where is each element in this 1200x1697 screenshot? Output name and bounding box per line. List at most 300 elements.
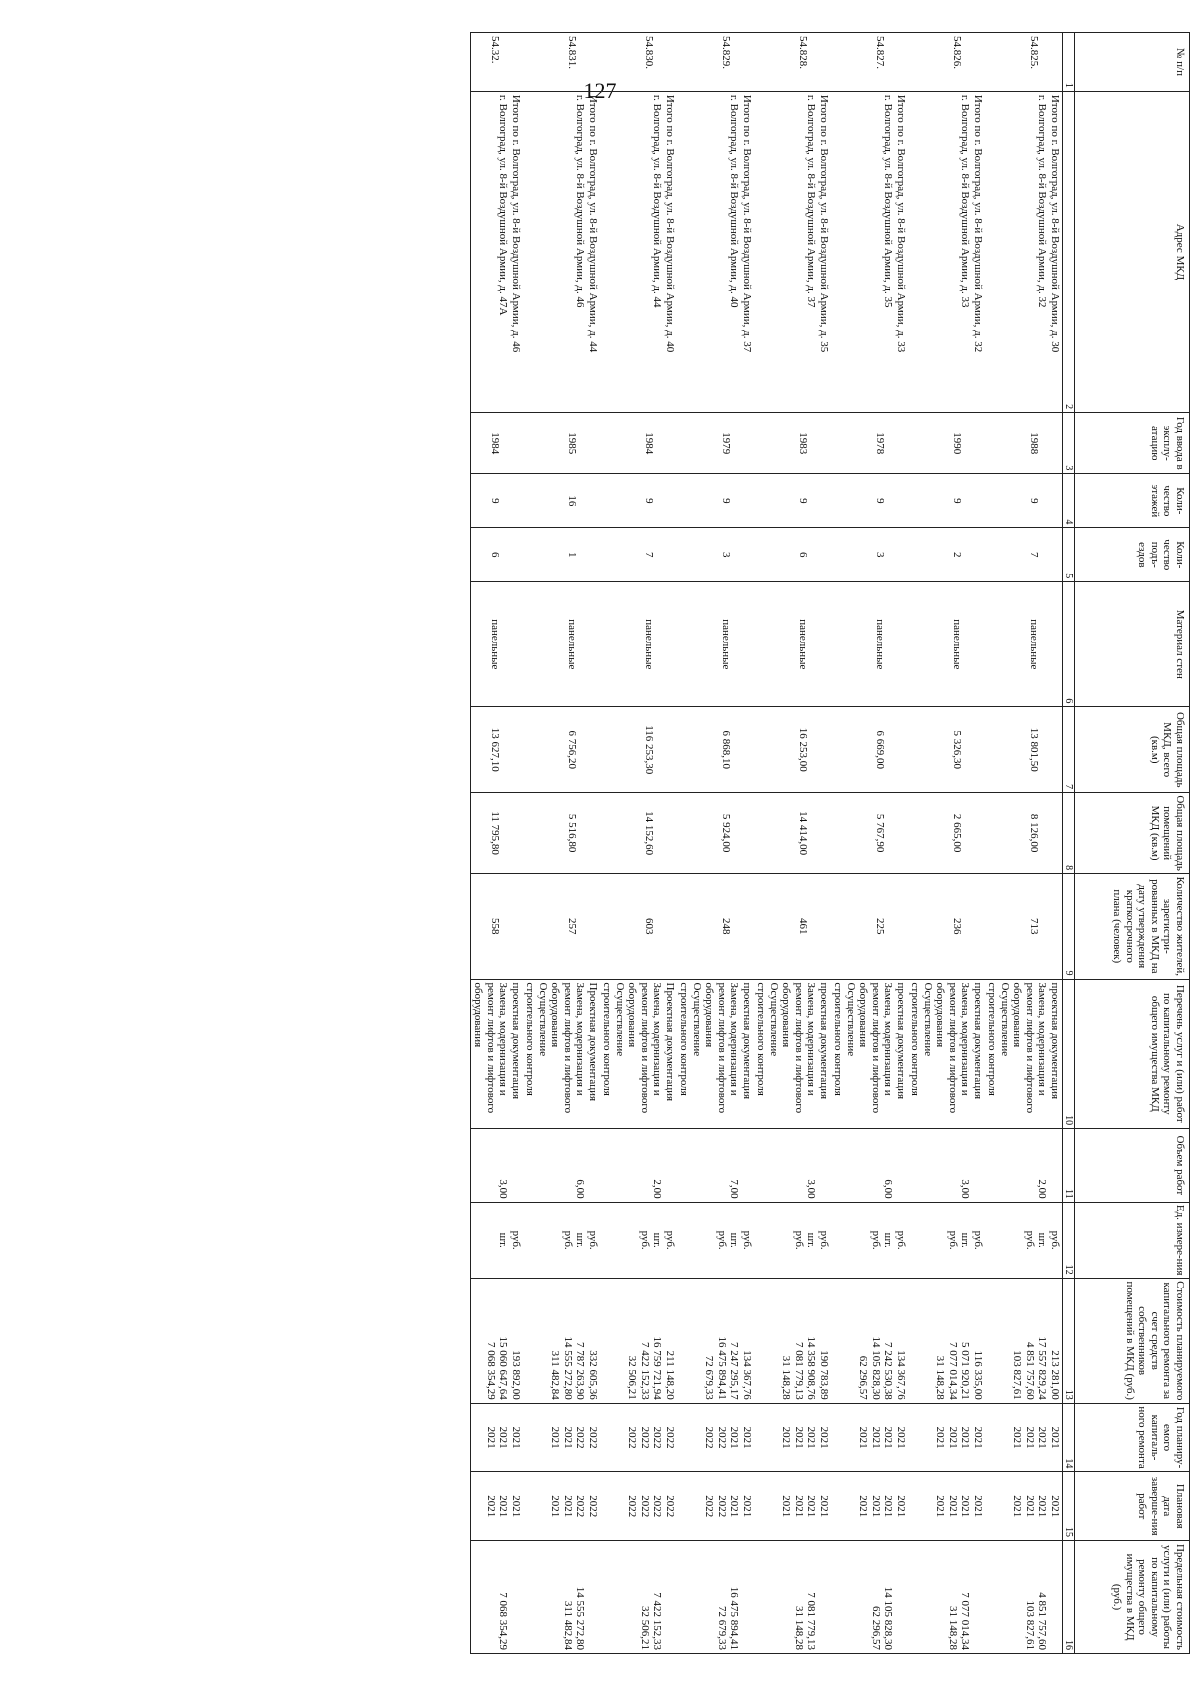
table-row — [754, 33, 831, 1654]
entrances-count — [523, 528, 600, 582]
work-max-cost-cell — [908, 1541, 985, 1654]
work-item: проектная документация — [741, 982, 753, 1100]
work-end-date: 2021 — [1036, 1495, 1049, 1518]
header-cell: Адрес МКД — [1075, 91, 1190, 412]
work-end-date-total: 2021 — [741, 1495, 753, 1518]
work-year-cell — [985, 1403, 1063, 1472]
work-item: Замена, модернизация и ремонт лифтов и лифтового оборудования — [780, 982, 818, 1114]
work-max-cost: 7 422 152,33 — [651, 1592, 664, 1650]
work-cost-cell — [600, 1278, 677, 1403]
commission-year — [754, 413, 831, 474]
work-item: Осуществление строительного контроля — [986, 982, 1011, 1096]
total-area-text: 13 627,10 — [489, 727, 501, 772]
total-label: Итого по г. Волгоград, ул. 8-й Воздушной Армии, д. 37 — [741, 94, 753, 353]
work-cost: 16 475 894,41 — [716, 1336, 728, 1400]
work-end-date: 2021 — [805, 1495, 818, 1518]
column-number: 11 — [1063, 1129, 1075, 1203]
work-item: Замена, модернизация и ремонт лифтов и лифтового оборудования — [857, 982, 895, 1114]
table-row — [471, 33, 524, 1654]
total-area-text: 13 801,50 — [1028, 727, 1040, 772]
work-end-date-total: 2021 — [510, 1495, 522, 1518]
work-max-cost: 31 148,28 — [793, 1606, 805, 1650]
work-end-date-cell — [471, 1472, 524, 1541]
work-year: 2021 — [882, 1426, 895, 1449]
work-volume-cell — [754, 1129, 831, 1203]
work-cost: 7 068 354,29 — [485, 1341, 497, 1400]
work-cost: 14 358 908,76 — [805, 1336, 818, 1400]
work-end-date: 2022 — [716, 1495, 728, 1518]
work-cost: 103 827,61 — [1011, 1350, 1024, 1400]
row-number — [831, 33, 908, 92]
work-item: проектная документация — [510, 982, 522, 1100]
table-row — [908, 33, 985, 1654]
address-cell — [523, 91, 600, 412]
header-cell: Объем работ — [1075, 1129, 1190, 1203]
work-item: Осуществление строительного контроля — [524, 982, 549, 1096]
floors-count — [677, 474, 754, 528]
header-cell: Перечень услуг и (или) работ по капитальному ремонту общего имущества МКД — [1075, 979, 1190, 1129]
entrances-count-text: 7 — [643, 552, 655, 558]
header-cell: Стоимость планируемого капитального ремонта за счет средств собственников помещений в МКД (руб.) — [1075, 1278, 1190, 1403]
row-number — [471, 33, 524, 92]
work-item: Замена, модернизация и ремонт лифтов и лифтового оборудования — [549, 982, 587, 1114]
work-end-date: 2021 — [959, 1495, 972, 1518]
work-end-date: 2021 — [780, 1495, 793, 1518]
work-volume — [741, 1132, 754, 1199]
work-end-date: 2022 — [639, 1495, 651, 1518]
floors-count — [908, 474, 985, 528]
total-label: Итого по г. Волгоград, ул. 8-й Воздушной Армии, д. 35 — [818, 94, 830, 353]
residents-count-text: 558 — [489, 918, 501, 935]
work-volume-cell — [831, 1129, 908, 1203]
work-item: Замена, модернизация и ремонт лифтов и лифтового оборудования — [472, 982, 510, 1114]
address-text: г. Волгоград, ул. 8-й Воздушной Армии, д. 35 — [882, 94, 895, 308]
work-cost-cell — [677, 1278, 754, 1403]
work-volume — [947, 1132, 960, 1199]
address-cell — [471, 91, 524, 412]
commission-year-text: 1984 — [643, 432, 655, 455]
work-cost: 32 506,21 — [626, 1355, 639, 1400]
work-max-cost: 7 081 779,13 — [805, 1592, 818, 1650]
work-unit: руб. — [562, 1230, 574, 1250]
work-year: 2021 — [870, 1426, 882, 1449]
column-number: 14 — [1063, 1403, 1075, 1472]
work-item: Осуществление строительного контроля — [601, 982, 626, 1096]
work-item: Проектная документация — [587, 982, 599, 1102]
work-volume — [972, 1132, 985, 1199]
address-cell — [908, 91, 985, 412]
entrances-count-text: 3 — [874, 552, 886, 558]
address-cell — [985, 91, 1063, 412]
work-volume — [664, 1132, 677, 1199]
work-end-date-total: 2021 — [895, 1495, 907, 1518]
entrances-count — [677, 528, 754, 582]
column-number: 10 — [1063, 979, 1075, 1129]
work-year: 2022 — [716, 1426, 728, 1449]
work-year-cell — [754, 1403, 831, 1472]
table-row — [600, 33, 677, 1654]
rooms-area-text: 11 795,80 — [489, 811, 501, 855]
work-cost: 14 105 828,30 — [870, 1336, 882, 1400]
work-cost: 31 148,28 — [780, 1355, 793, 1400]
row-number — [985, 33, 1063, 92]
work-year: 2022 — [626, 1426, 639, 1449]
wall-material — [908, 582, 985, 707]
commission-year-text: 1985 — [566, 432, 578, 455]
work-item: Осуществление строительного контроля — [678, 982, 703, 1096]
column-number: 6 — [1063, 582, 1075, 707]
work-year-cell — [908, 1403, 985, 1472]
total-label: Итого по г. Волгоград, ул. 8-й Воздушной Армии, д. 46 — [510, 94, 522, 353]
work-year: 2021 — [497, 1426, 510, 1449]
work-max-cost-cell — [523, 1541, 600, 1654]
work-end-date-cell — [754, 1472, 831, 1541]
address-cell — [677, 91, 754, 412]
work-cost-total: 332 605,36 — [587, 1350, 599, 1400]
address-cell — [754, 91, 831, 412]
floors-count-text: 9 — [489, 498, 501, 504]
work-unit-cell — [831, 1202, 908, 1278]
entrances-count-text: 6 — [797, 552, 809, 558]
work-max-cost: 4 851 757,60 — [1036, 1592, 1049, 1650]
work-end-date: 2021 — [793, 1495, 805, 1518]
commission-year-text: 1983 — [797, 432, 809, 455]
work-year: 2021 — [549, 1426, 562, 1449]
works-list — [523, 979, 600, 1129]
table-row — [677, 33, 754, 1654]
work-end-date-cell — [600, 1472, 677, 1541]
work-cost-total: 190 783,89 — [818, 1350, 830, 1400]
entrances-count-text: 3 — [720, 552, 732, 558]
entrances-count — [985, 528, 1063, 582]
work-volume — [1024, 1132, 1037, 1199]
work-year-total: 2021 — [741, 1426, 753, 1449]
rooms-area-text: 2 665,00 — [951, 813, 963, 853]
row-number-text: 54.830. — [643, 36, 655, 69]
work-cost-total: 213 281,00 — [1049, 1350, 1061, 1400]
work-volume — [562, 1132, 575, 1199]
wall-material-text: панельные — [1028, 619, 1040, 670]
work-cost: 72 679,33 — [703, 1355, 716, 1400]
work-max-cost — [1049, 1544, 1062, 1650]
floors-count — [471, 474, 524, 528]
work-item: проектная документация — [972, 982, 984, 1100]
wall-material-text: панельные — [720, 619, 732, 670]
column-number: 4 — [1063, 474, 1075, 528]
commission-year — [600, 413, 677, 474]
residents-count — [754, 874, 831, 979]
works-list — [600, 979, 677, 1129]
floors-count-text: 9 — [720, 498, 732, 504]
work-unit: шт. — [574, 1232, 587, 1248]
work-item: Замена, модернизация и ремонт лифтов и лифтового оборудования — [703, 982, 741, 1114]
work-end-date-total: 2022 — [587, 1495, 599, 1518]
total-label: Итого по г. Волгоград, ул. 8-й Воздушной Армии, д. 32 — [972, 94, 984, 353]
work-year: 2021 — [1011, 1426, 1024, 1449]
rooms-area — [831, 793, 908, 874]
work-volume — [639, 1132, 652, 1199]
total-label: Итого по г. Волгоград, ул. 8-й Воздушной Армии, д. 30 — [1049, 94, 1061, 353]
work-end-date: 2022 — [651, 1495, 664, 1518]
work-year-total: 2021 — [972, 1426, 984, 1449]
work-end-date: 2021 — [857, 1495, 870, 1518]
floors-count-text: 9 — [951, 498, 963, 504]
work-max-cost — [664, 1544, 677, 1650]
residents-count — [831, 874, 908, 979]
floors-count — [985, 474, 1063, 528]
work-cost-cell — [471, 1278, 524, 1403]
work-volume-cell — [985, 1129, 1063, 1203]
work-year: 2021 — [805, 1426, 818, 1449]
work-end-date-total: 2021 — [818, 1495, 830, 1518]
work-cost: 7 081 779,13 — [793, 1341, 805, 1400]
row-number-text: 54.828. — [797, 36, 809, 69]
work-cost-total: 134 367,76 — [741, 1350, 753, 1400]
entrances-count — [471, 528, 524, 582]
work-end-date: 2022 — [626, 1495, 639, 1518]
work-max-cost: 103 827,61 — [1024, 1600, 1036, 1650]
work-cost-total: 193 892,00 — [510, 1350, 522, 1400]
work-end-date: 2022 — [703, 1495, 716, 1518]
wall-material-text: панельные — [797, 619, 809, 670]
work-item: проектная документация — [1049, 982, 1061, 1100]
table-row — [523, 33, 600, 1654]
header-cell: Предельная стоимость услуги и (или) работы по капитальному ремонту общего имущества в МКД (руб.) — [1075, 1541, 1190, 1654]
work-unit: руб. — [1024, 1230, 1036, 1250]
work-cost: 7 247 295,17 — [728, 1341, 741, 1400]
wall-material — [523, 582, 600, 707]
work-cost: 7 077 014,34 — [947, 1341, 959, 1400]
address-text: г. Волгоград, ул. 8-й Воздушной Армии, д. 37 — [805, 94, 818, 308]
work-year-cell — [471, 1403, 524, 1472]
row-number-text: 54.825. — [1028, 36, 1040, 69]
work-end-date: 2021 — [728, 1495, 741, 1518]
work-cost-cell — [523, 1278, 600, 1403]
total-label: Итого по г. Волгоград, ул. 8-й Воздушной Армии, д. 40 — [664, 94, 676, 353]
work-year: 2021 — [1036, 1426, 1049, 1449]
residents-count — [600, 874, 677, 979]
row-number-text: 54.827. — [874, 36, 886, 69]
work-volume: 3,00 — [805, 1179, 818, 1199]
page-number: 127 — [583, 78, 617, 103]
total-area — [754, 707, 831, 793]
work-cost: 7 787 263,90 — [574, 1341, 587, 1400]
total-area-text: 116 253,30 — [643, 725, 655, 775]
work-year-cell — [600, 1403, 677, 1472]
column-number-row — [1063, 33, 1075, 1654]
row-number-text: 54.829. — [720, 36, 732, 69]
work-max-cost-cell — [600, 1541, 677, 1654]
entrances-count-text: 2 — [951, 552, 963, 558]
header-cell: Год планиру-емого капиталь-ного ремонта — [1075, 1403, 1190, 1472]
total-area — [471, 707, 524, 793]
work-volume — [895, 1132, 908, 1199]
work-volume: 6,00 — [882, 1179, 895, 1199]
wall-material — [985, 582, 1063, 707]
work-max-cost: 62 296,57 — [870, 1606, 882, 1650]
work-max-cost: 14 555 272,80 — [574, 1586, 587, 1650]
work-max-cost-cell — [471, 1541, 524, 1654]
floors-count-text: 9 — [643, 498, 655, 504]
work-max-cost — [587, 1544, 600, 1650]
work-volume: 3,00 — [959, 1179, 972, 1199]
work-item: проектная документация — [818, 982, 830, 1100]
floors-count-text: 16 — [566, 495, 578, 507]
column-number: 12 — [1063, 1202, 1075, 1278]
residents-count-text: 236 — [951, 918, 963, 935]
address-cell — [600, 91, 677, 412]
work-year-total: 2021 — [895, 1426, 907, 1449]
work-unit-cell — [471, 1202, 524, 1278]
work-unit: руб. — [587, 1230, 599, 1250]
address-text: г. Волгоград, ул. 8-й Воздушной Армии, д. 33 — [959, 94, 972, 308]
works-list — [754, 979, 831, 1129]
work-max-cost-cell — [677, 1541, 754, 1654]
wall-material-text: панельные — [566, 619, 578, 670]
works-list — [985, 979, 1063, 1129]
work-unit-cell — [600, 1202, 677, 1278]
commission-year — [985, 413, 1063, 474]
work-unit: руб. — [716, 1230, 728, 1250]
table-row — [831, 33, 908, 1654]
entrances-count — [908, 528, 985, 582]
address-cell — [831, 91, 908, 412]
work-max-cost — [818, 1544, 831, 1650]
column-number: 1 — [1063, 33, 1075, 92]
row-number — [600, 33, 677, 92]
work-max-cost — [741, 1544, 754, 1650]
total-area-text: 6 669,00 — [874, 730, 886, 769]
work-end-date-total: 2022 — [664, 1495, 676, 1518]
work-max-cost — [510, 1544, 523, 1650]
address-text: г. Волгоград, ул. 8-й Воздушной Армии, д. 47А — [497, 94, 510, 316]
rooms-area — [471, 793, 524, 874]
work-year-cell — [523, 1403, 600, 1472]
work-volume — [510, 1132, 523, 1199]
work-item: Осуществление строительного контроля — [909, 982, 934, 1096]
commission-year-text: 1978 — [874, 432, 886, 455]
work-end-date: 2021 — [497, 1495, 510, 1518]
residents-count-text: 257 — [566, 918, 578, 935]
work-end-date: 2021 — [1011, 1495, 1024, 1518]
commission-year-text: 1984 — [489, 432, 501, 455]
work-max-cost-cell — [985, 1541, 1063, 1654]
work-year-cell — [677, 1403, 754, 1472]
header-cell: Коли-чество этажей — [1075, 474, 1190, 528]
total-area — [985, 707, 1063, 793]
work-unit: руб. — [895, 1230, 907, 1250]
floors-count — [523, 474, 600, 528]
works-list — [908, 979, 985, 1129]
work-end-date: 2021 — [934, 1495, 947, 1518]
total-area-text: 5 326,30 — [951, 730, 963, 769]
work-unit: шт. — [497, 1232, 510, 1248]
work-unit: руб. — [1049, 1230, 1061, 1250]
work-item: проектная документация — [895, 982, 907, 1100]
work-year: 2021 — [728, 1426, 741, 1449]
column-number: 2 — [1063, 91, 1075, 412]
rooms-area-text: 5 767,90 — [874, 813, 886, 853]
work-end-date-cell — [677, 1472, 754, 1541]
commission-year — [908, 413, 985, 474]
rooms-area — [523, 793, 600, 874]
work-max-cost: 31 148,28 — [947, 1606, 959, 1650]
work-cost: 17 557 829,24 — [1036, 1336, 1049, 1400]
work-unit-cell — [908, 1202, 985, 1278]
commission-year-text: 1988 — [1028, 432, 1040, 455]
work-max-cost: 16 475 894,41 — [728, 1586, 741, 1650]
work-end-date-total: 2021 — [1049, 1495, 1061, 1518]
work-volume: 7,00 — [728, 1179, 741, 1199]
work-max-cost: 7 068 354,29 — [497, 1592, 510, 1650]
work-unit: руб. — [972, 1230, 984, 1250]
column-number: 15 — [1063, 1472, 1075, 1541]
work-cost: 14 555 272,80 — [562, 1336, 574, 1400]
row-number-text: 54.826. — [951, 36, 963, 69]
work-unit: руб. — [741, 1230, 753, 1250]
work-unit: руб. — [664, 1230, 676, 1250]
floors-count — [831, 474, 908, 528]
work-year: 2022 — [639, 1426, 651, 1449]
work-unit-cell — [754, 1202, 831, 1278]
work-end-date: 2021 — [562, 1495, 574, 1518]
work-volume-cell — [600, 1129, 677, 1203]
residents-count — [908, 874, 985, 979]
work-volume-cell — [523, 1129, 600, 1203]
rotated-page — [62, 32, 1190, 1654]
work-year: 2021 — [857, 1426, 870, 1449]
work-year: 2021 — [947, 1426, 959, 1449]
column-number: 9 — [1063, 874, 1075, 979]
rooms-area-text: 5 516,80 — [566, 813, 578, 853]
column-number: 13 — [1063, 1278, 1075, 1403]
work-end-date: 2021 — [549, 1495, 562, 1518]
wall-material-text: панельные — [643, 619, 655, 670]
work-year: 2021 — [485, 1426, 497, 1449]
total-area — [831, 707, 908, 793]
work-cost: 16 759 721,94 — [651, 1336, 664, 1400]
work-cost: 31 148,28 — [934, 1355, 947, 1400]
wall-material-text: панельные — [489, 619, 501, 670]
work-end-date: 2021 — [1024, 1495, 1036, 1518]
commission-year — [471, 413, 524, 474]
work-year: 2022 — [651, 1426, 664, 1449]
residents-count-text: 461 — [797, 918, 809, 935]
work-cost: 7 422 152,33 — [639, 1341, 651, 1400]
column-number: 16 — [1063, 1541, 1075, 1654]
residents-count — [677, 874, 754, 979]
work-volume-cell — [677, 1129, 754, 1203]
work-cost: 62 296,57 — [857, 1355, 870, 1400]
work-volume: 2,00 — [1036, 1179, 1049, 1199]
work-year: 2021 — [1024, 1426, 1036, 1449]
work-end-date: 2021 — [485, 1495, 497, 1518]
entrances-count-text: 1 — [566, 552, 578, 558]
work-item: Замена, модернизация и ремонт лифтов и лифтового оборудования — [626, 982, 664, 1114]
header-cell: Ед. измере-ния — [1075, 1202, 1190, 1278]
commission-year-text: 1979 — [720, 432, 732, 455]
entrances-count — [754, 528, 831, 582]
work-unit: шт. — [1036, 1232, 1049, 1248]
work-volume — [870, 1132, 883, 1199]
work-max-cost: 311 482,84 — [562, 1600, 574, 1650]
work-item: Осуществление строительного контроля — [755, 982, 780, 1096]
work-unit: руб. — [793, 1230, 805, 1250]
residents-count-text: 603 — [643, 918, 655, 935]
header-cell: Год ввода в эксплу-атацию — [1075, 413, 1190, 474]
rooms-area — [600, 793, 677, 874]
work-cost-cell — [754, 1278, 831, 1403]
